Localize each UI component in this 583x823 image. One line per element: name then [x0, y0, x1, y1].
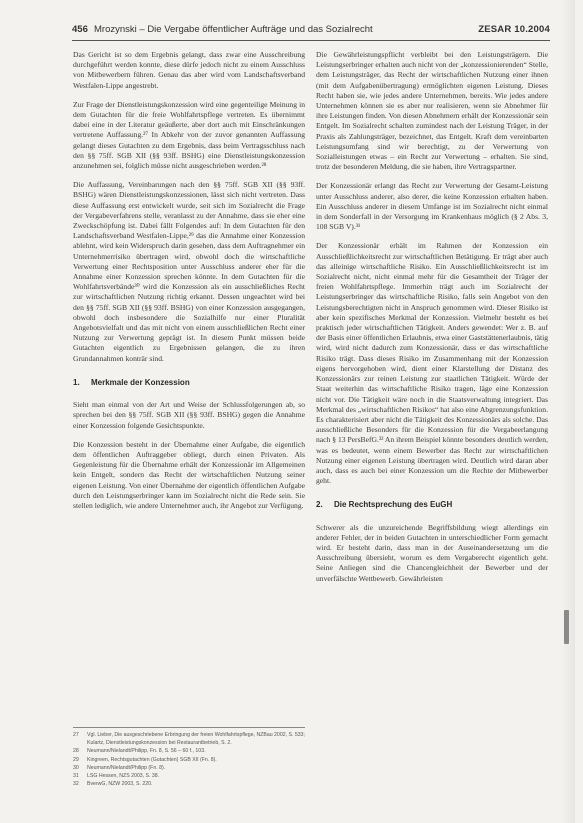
- section-number: 1.: [73, 377, 80, 387]
- left-column: [73, 50, 305, 520]
- footnote-text: Neumann/Nielandt/Philipp, Fn. 8, S. 56 – 60 f., 103.: [87, 748, 206, 755]
- section-title: Die Rechtsprechung des EuGH: [334, 500, 453, 510]
- paragraph: Zur Frage der Dienstleistungskonzession wird eine gegenteilige Meinung in dem Gutachten für die freie Wohlfahrtspflege vertreten. Es übernimmt dabei eine in der Literatur geäußerte, aber dort auch mit Einschränkungen vertretene Auffassung.²⁷ In Abkehr von der zuvor genannten Auffassung gelangt dieses Gutachten zu dem Ergebnis, dass beim Vertragsschluss nach den §§ 75ff. SGB XII (§§ 93ff. BSHG) eine Dienstleistungskonzession anzunehmen sei, folglich müsse nicht ausgeschrieben werden.²⁸: [73, 99, 305, 171]
- footnote: [73, 780, 305, 788]
- footnote: [73, 764, 305, 772]
- paragraph: Die Konzession besteht in der Übernahme einer Aufgabe, die eigentlich dem öffentlichen Auftraggeber obliegt, durch einen Privaten. Als Gegenleistung für die Übernahme erhält der Konzessionär im Allgemeinen kein Entgelt, sondern das Recht der wirtschaftlichen Nutzung seiner eigenen Leistung. Von einer Übernahme der eigentlich öffentlichen Aufgabe durch den Leistungserbringer kann im Sozialrecht nicht die Rede sein. Sie stellen lediglich, wie andere Unternehmer auch, ihr Angebot zur Verfügung.: [73, 439, 305, 510]
- section-heading: [316, 500, 548, 510]
- footnote-number: 31: [73, 773, 79, 780]
- footnote: [73, 772, 305, 780]
- footnote-number: 28: [73, 748, 79, 755]
- margin-mark: [564, 610, 569, 644]
- footnotes: [73, 727, 305, 788]
- footnote-text: Neumann/Nielandt/Philipp (Fn. 8).: [87, 764, 166, 771]
- paragraph: Die Gewährleistungspflicht verbleibt bei den Leistungsträgern. Die Leistungserbringer erhalten auch nicht von der „konzessionierenden“ Stelle, dem Leistungsträger, das Recht der wirtschaftlichen Nutzung einer ihnen (mit dem Aufgabenübertragung) ermöglichten eigenen Leistung. Dieses Recht haben sie, wie jedes andere Unternehmen, bereits. Wie jedes andere Unternehmen können sie es aber nur realisieren, wenn sie Abnehmer für ihre Leistungen finden. Von diesen Abnehmern erhält der Konzessionär sein Entgelt. Im Sozialrecht schalten zumindest nach der Leistung Träger, in der Praxis als Zahlungsträger, bezeichnet, das Entgelt. Kraft dem vereinbarten Leistungsumfang sind wir berechtigt, zu der Verwertung von Sozialleistungen etwas – ein Recht zur Verwertung – erhalten. Sie sind, trotz der besonderen Meldung, die sie haben, ihre Vertragspartner.: [316, 50, 548, 172]
- section-number: 2.: [316, 500, 323, 510]
- section-title: Merkmale der Konzession: [91, 377, 190, 387]
- footnote-text: Vgl. Lieber, Die ausgeschriebene Erbringung der freien Wohlfahrtspflege, NZBau 2002, S. 533; Kulartz, Dienstleistungskonzession bei Restaurantbetrieb, S. 2.: [87, 732, 305, 747]
- paragraph: Schwerer als die unzureichende Begriffsbildung wiegt allerdings ein anderer Fehler, der in beiden Gutachten in unterschiedlicher Form gemacht wird. Er besteht darin, dass man in der Auseinandersetzung um die Ausschreibung übersieht, worum es dem Vergaberecht eigentlich geht. Seine Anliegen sind die Chancengleichheit der Bewerber und der unverfälschte Wettbewerb. Gewährleisten: [316, 522, 548, 583]
- scan-shadow: [561, 0, 575, 823]
- footnote: [73, 747, 305, 755]
- header-rule: [72, 40, 550, 41]
- paragraph: Die Auffassung, Vereinbarungen nach den §§ 75ff. SGB XII (§§ 93ff. BSHG) wären Dienstleistungskonzessionen, lässt sich nicht vertreten. Dass diese Auffassung erst entwickelt wurde, seit sich im Sozialrecht die Frage der Vergabeverfahrens stelle, veranlasst zu der Annahme, dass sie eher eine Zweckschöpfung ist. Dabei fällt Folgendes auf: In dem Gutachten für den Landschaftsverband Westfalen-Lippe,²⁹ das die Annahme einer Konzession ablehnt, wird kein Widerspruch darin gesehen, dass dem Auftragnehmer ein Unternehmerrisiko übertragen wird, obwohl doch die wirtschaftliche Verwertung einer Rechtsposition unter Ausschluss anderer eher für die Annahme einer Konzession sprechen könnte. In dem Gutachten für die Wohlfahrtsverbände³⁰ wird die Konzession als ein ausschließliches Recht zur wirtschaftlichen Nutzung richtig erkannt. Dessen ungeachtet wird bei den §§ 75ff. SGB XII (§§ 93ff. BSHG) von einer Konzession ausgegangen, obwohl doch insbesondere die Sozialhilfe nur einer Pluralität Angebotsvielfalt und das mit nicht von einem ausschließlichen Recht einer Nutzung zur Verwertung geprägt ist. In diesem Punkt müssen beide Gutachten eigentlich zu Ergebnissen gelangen, die zu ihren Grundannahmen konträr sind.: [73, 180, 305, 363]
- footnote-text: Kingreen, Rechtsgutachten (Gutachten) SGB XII (Fn. 8).: [87, 756, 217, 763]
- footnote-number: 30: [73, 764, 79, 771]
- paragraph: Sieht man einmal von der Art und Weise der Schlussfolgerungen ab, so sprechen bei den §§ 75ff. SGB XII (§§ 93ff. BSHG) gegen die Annahme einer Konzession folgende Gesichtspunkte.: [73, 400, 305, 430]
- footnote-number: 29: [73, 756, 79, 763]
- footnote-text: LSG Hessen, NZS 2003, S. 38.: [87, 773, 160, 780]
- section-heading: [73, 378, 305, 388]
- footnote-text: BverwG, NZW 2003, S. 220.: [87, 781, 153, 788]
- footnote: [73, 731, 305, 747]
- right-column: [316, 50, 548, 593]
- journal-issue: ZESAR 10.2004: [478, 24, 550, 35]
- running-title: Mrozynski – Die Vergabe öffentlicher Aufträge und das Sozialrecht: [94, 24, 373, 35]
- page-number: 456: [72, 24, 88, 35]
- paragraph: Der Konzessionär erlangt das Recht zur Verwertung der Gesamt-Leistung unter Ausschluss anderer, also derer, die keine Konzession erhalten haben. Ein Ausschluss anderer in diesem Umfange ist im Sozialrecht nicht einmal in dem Sonderfall in der Versorgung im Krankenhaus möglich (§ 2 Abs. 3, 108 SGB V).³¹: [316, 181, 548, 232]
- paragraph: Der Konzessionär erhält im Rahmen der Konzession ein Ausschließlichkeitsrecht zur wirtschaftlichen Betätigung. Er trägt aber auch das alleinige wirtschaftliche Risiko. Ein Ausschließlichkeitsrecht ist im Sozialrecht nicht, nicht einmal mehr für die Gesamtheit der Träger der freien Wohlfahrtspflege. Immerhin trägt auch im Sozialrecht der Leistungserbringer das wirtschaftliche Risiko, falls sein Angebot von den Leistungsberechtigten nicht in Anspruch genommen wird. Dieser Risiko ist aber kein spezifisches Merkmal der Konzession. Vielmehr besteht es bei praktisch jeder wirtschaftlichen Tätigkeit. Anders gewendet: Wer z. B. auf der Basis einer öffentlichen Erlaubnis, etwa einer Gaststättenerlaubnis, tätig wird, wird nicht dadurch zum Konzessionär, dass er das wirtschaftliche Risiko trägt. Dass dieses Risiko im Zusammenhang mit der Konzession eigens hervorgehoben wird, dient einer Klarstellung der Distanz des Konzessionärs zur reinen Leistung zur staatlichen Tätigkeit. Würde der Staat weiterhin das wirtschaftliche Risiko tragen, läge eine Konzession nicht vor. Die Tätigkeit wäre noch in die Staatsverwaltung integriert. Das Merkmal des „wirtschaftlichen Risikos“ hat also eine Abgrenzungsfunktion. Es charakterisiert aber nicht die Tätigkeit des Konzessionärs als solche. Das ausschließliche Besonders für die Konzession für die Vergabeerlangung nach § 13 PersBefG.³² An ihrem Beispiel könnte besonders deutlich werden, was es bedeutet, wenn einem Bewerber das Recht zur wirtschaftlichen Nutzung einer eigenen Leistung übertragen wird. Deutlich wird daran aber auch, dass es auch bei einer Konzession um die Rechte der Mitbewerber geht.: [316, 241, 548, 486]
- page-header: [72, 22, 550, 38]
- footnote: [73, 756, 305, 764]
- footnote-number: 27: [73, 732, 79, 738]
- paragraph: Das Gericht ist so dem Ergebnis gelangt, dass zwar eine Ausschreibung durchgeführt werden konnte, diese dürfe jedoch nicht zu einem Ausschluss von Mitbewerbern führen. Genau das aber wird vom Landschaftsverband Westfalen-Lippe angestrebt.: [73, 50, 305, 90]
- footnote-number: 32: [73, 781, 79, 788]
